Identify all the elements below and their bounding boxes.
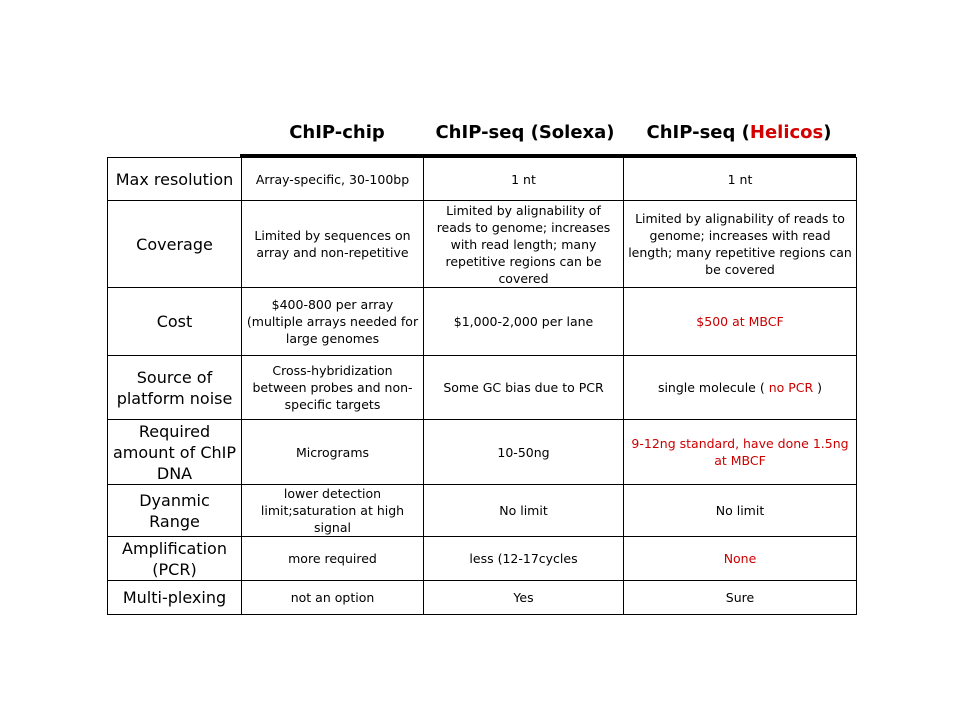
row-label: Source of platform noise [108,356,242,420]
table-row-max-resolution [108,158,857,201]
column-header-chip-seq-solexa: ChIP-seq (Solexa) [435,122,615,143]
table-row-source-of-platform-noise [108,356,857,420]
table-row-dynamic-range [108,485,857,537]
table-row-required-amount [108,420,857,485]
cell-chip-chip: Array-specific, 30-100bp [242,158,424,201]
cell-chip-seq-solexa: 10-50ng [424,420,624,485]
cell-chip-chip: lower detection limit;saturation at high signal [242,485,424,537]
cell-helicos-prefix: single molecule ( [657,380,769,395]
cell-chip-chip: $400-800 per array (multiple arrays needed for large genomes [242,288,424,356]
column-header-helicos-highlight: Helicos [749,122,824,143]
table-row-amplification [108,537,857,581]
cell-chip-seq-solexa: Some GC bias due to PCR [424,356,624,420]
row-label: Dyanmic Range [108,485,242,537]
column-header-chip-chip: ChIP-chip [289,122,385,143]
row-label: Max resolution [108,158,242,201]
row-label: Cost [108,288,242,356]
table-row-cost [108,288,857,356]
cell-chip-seq-solexa: Limited by alignability of reads to genome; increases with read length; many repetitive regions can be covered [424,201,624,288]
cell-helicos-suffix: ) [813,380,823,395]
cell-chip-seq-solexa: No limit [424,485,624,537]
row-label: Multi-plexing [108,581,242,615]
cell-chip-chip: Micrograms [242,420,424,485]
column-header-chip-seq-helicos [632,118,846,148]
cell-chip-chip: Cross-hybridization between probes and non-specific targets [242,356,424,420]
cell-chip-seq-helicos: 1 nt [624,158,857,201]
cell-chip-seq-solexa: $1,000-2,000 per lane [424,288,624,356]
comparison-table [107,157,857,615]
column-header-helicos-prefix: ChIP-seq ( [646,122,750,143]
table-row-coverage [108,201,857,288]
table-row-multiplexing [108,581,857,615]
cell-helicos-highlight: no PCR [768,380,814,395]
cell-chip-chip: Limited by sequences on array and non-repetitive [242,201,424,288]
cell-chip-seq-helicos: None [624,537,857,581]
cell-chip-seq-solexa: 1 nt [424,158,624,201]
cell-chip-seq-helicos [624,356,857,420]
cell-chip-seq-helicos: 9-12ng standard, have done 1.5ng at MBCF [624,420,857,485]
cell-chip-chip: not an option [242,581,424,615]
cell-chip-seq-solexa: less (12-17cycles [424,537,624,581]
cell-chip-seq-helicos: $500 at MBCF [624,288,857,356]
row-label: Coverage [108,201,242,288]
row-label: Required amount of ChIP DNA [108,420,242,485]
cell-chip-chip: more required [242,537,424,581]
cell-chip-seq-helicos: Limited by alignability of reads to genome; increases with read length; many repetitive regions can be covered [624,201,857,288]
column-header-helicos-suffix: ) [823,122,832,143]
cell-chip-seq-solexa: Yes [424,581,624,615]
row-label: Amplification (PCR) [108,537,242,581]
cell-chip-seq-helicos: No limit [624,485,857,537]
cell-chip-seq-helicos: Sure [624,581,857,615]
